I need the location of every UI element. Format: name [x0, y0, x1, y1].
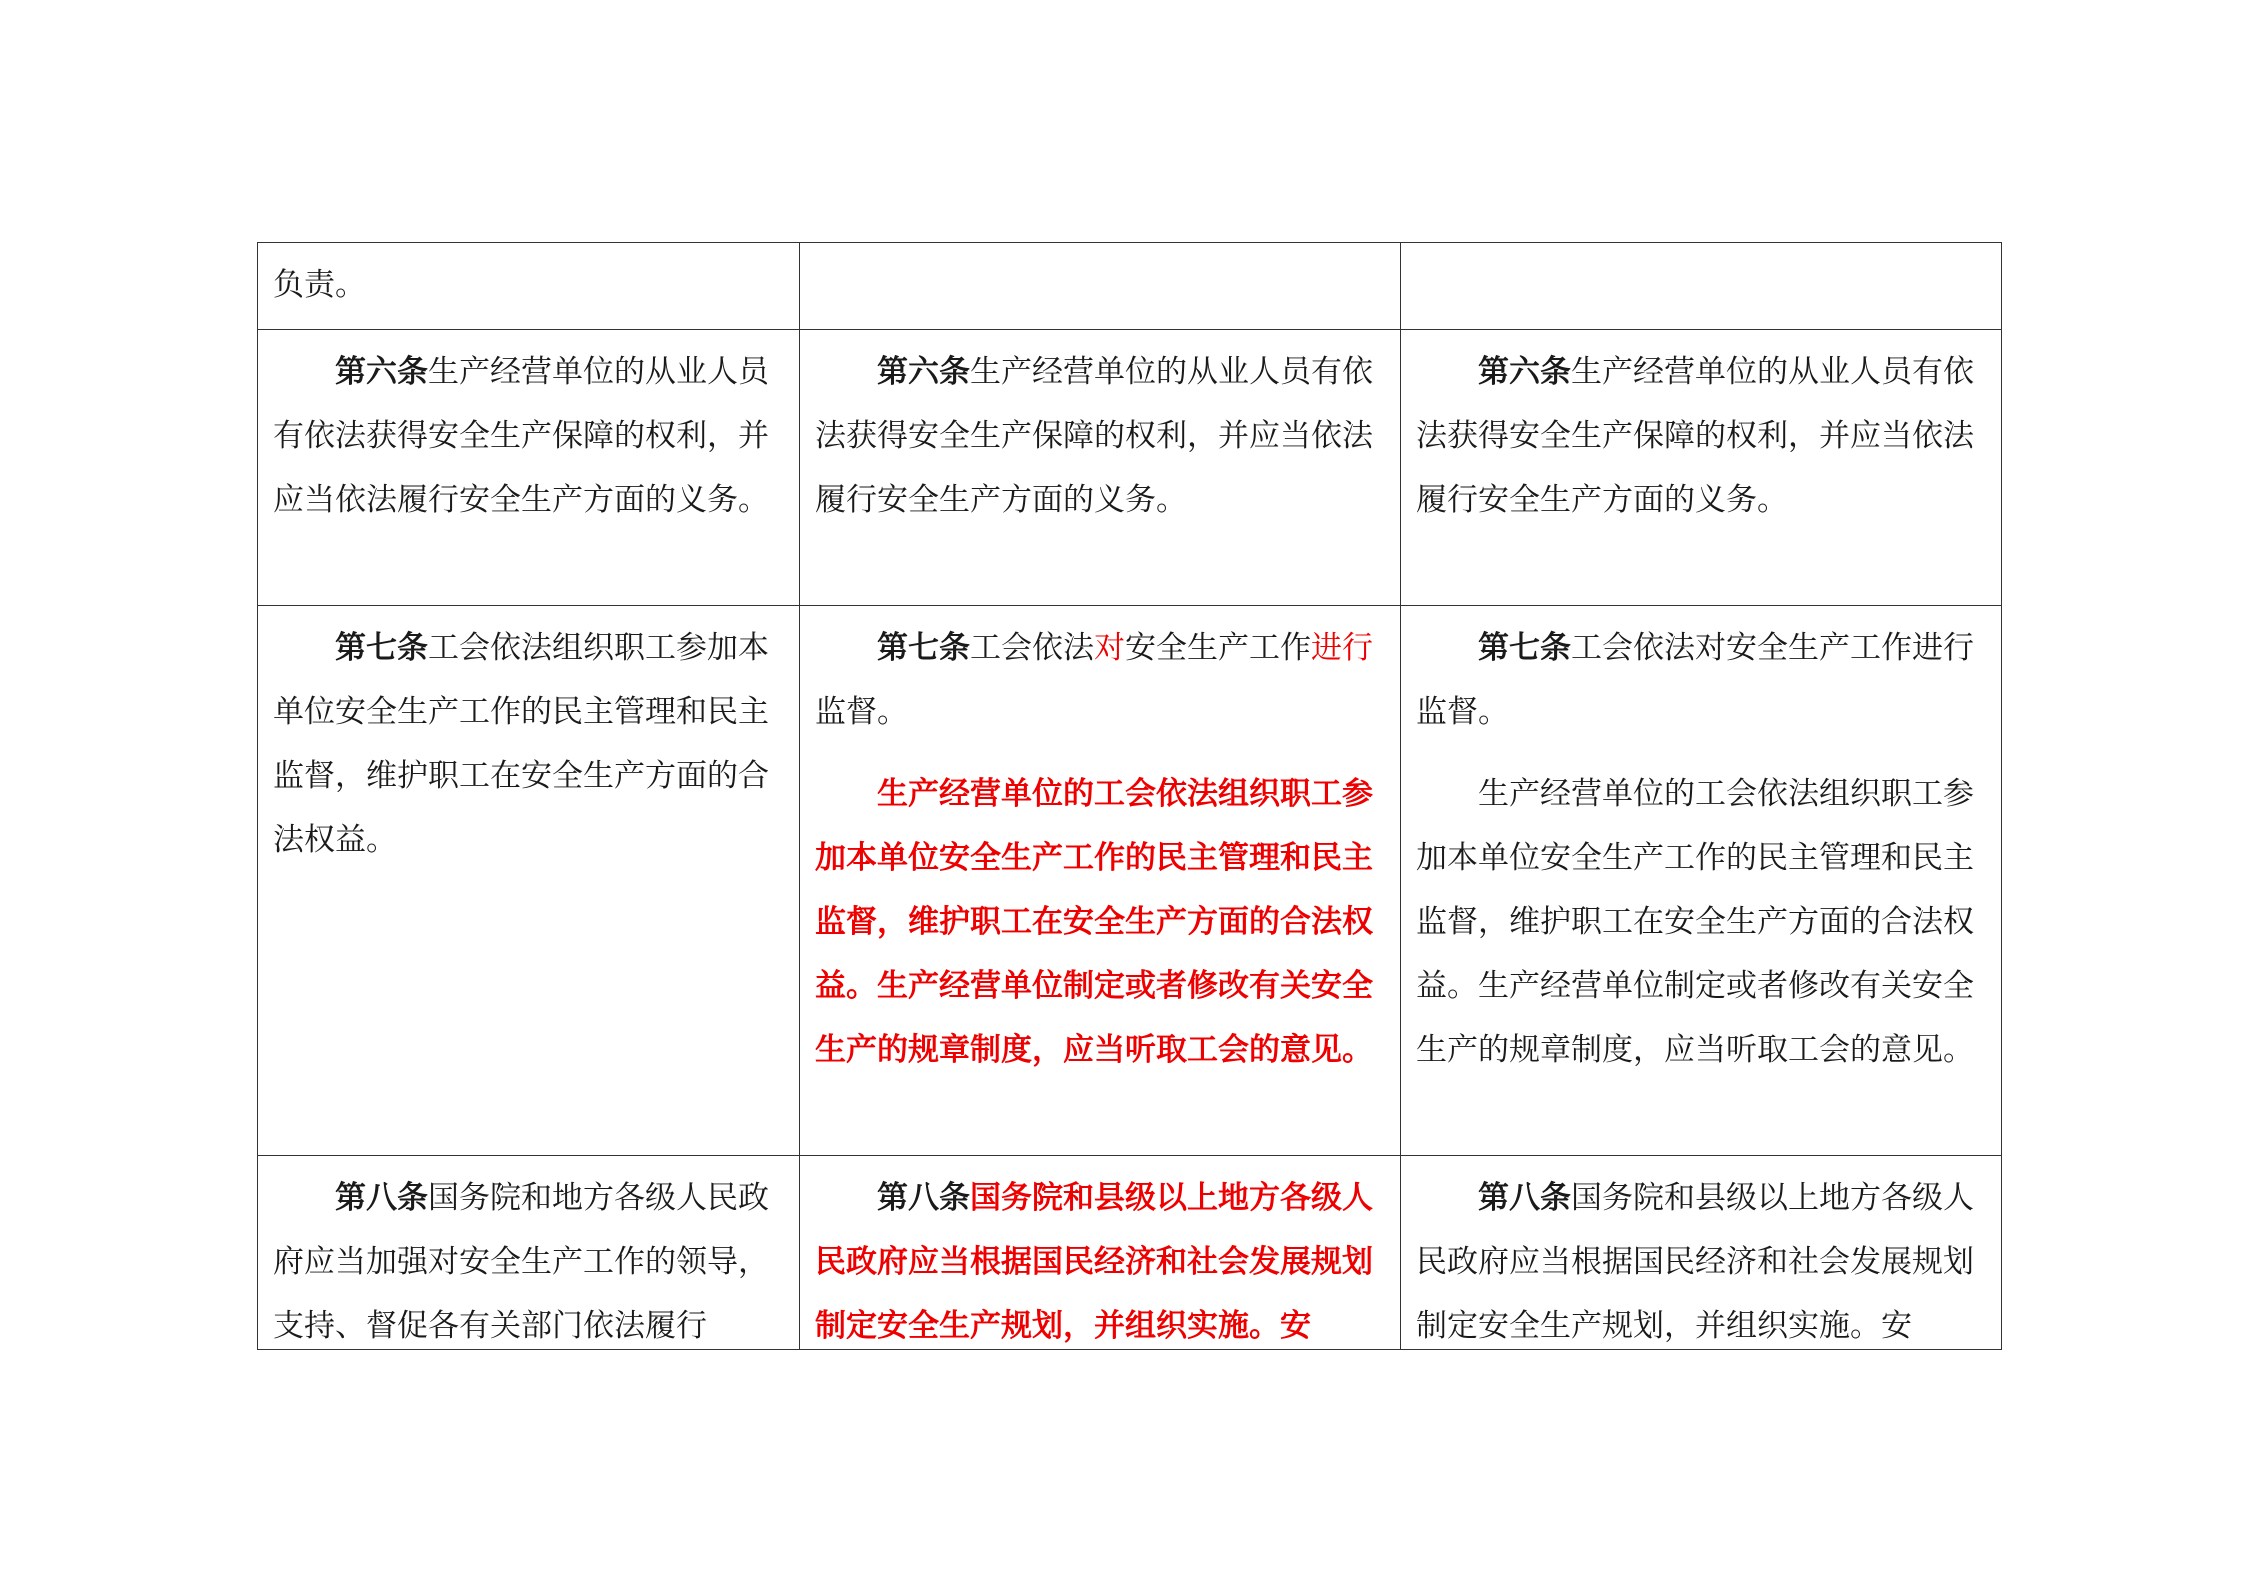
article-text: 生产经营单位的从业人员有依法获得安全生产保障的权利，并应当依法履行安全生产方面的义务。 — [1416, 354, 1974, 518]
table-cell-final — [1401, 1156, 2002, 1350]
article-text: 生产经营单位的从业人员有依法获得安全生产保障的权利，并应当依法履行安全生产方面的义务。 — [815, 354, 1373, 518]
table-cell-draft — [800, 1156, 1401, 1350]
changed-text: 对 — [1094, 630, 1125, 666]
article-text: 工会依法对安全生产工作进行监督。 — [1416, 630, 1974, 730]
article-paragraph — [273, 340, 784, 532]
cell-text: 负责。 — [273, 267, 366, 303]
table-cell-old — [258, 330, 800, 606]
article-number: 第六条 — [335, 354, 428, 390]
changed-text: 进行 — [1311, 630, 1373, 666]
article-paragraph-2: 生产经营单位的工会依法组织职工参加本单位安全生产工作的民主管理和民主监督，维护职工在安全生产方面的合法权益。生产经营单位制定或者修改有关安全生产的规章制度，应当听取工会的意见。 — [1416, 776, 1974, 1068]
article-number: 第八条 — [877, 1180, 970, 1216]
article-number: 第八条 — [335, 1180, 428, 1216]
article-paragraph — [273, 1166, 784, 1348]
table-cell-final — [1401, 330, 2002, 606]
table-cell-final — [1401, 606, 2002, 1156]
article-number: 第七条 — [335, 630, 428, 666]
article-paragraph — [273, 616, 784, 872]
changed-text: 国务院和县级以上地方各级人民政府应当根据国民经济和社会发展规划制定安全生产规划，并组织实施。安 — [815, 1180, 1373, 1344]
table-row — [258, 243, 2002, 330]
comparison-table — [257, 242, 2002, 1350]
article-text: 国务院和县级以上地方各级人民政府应当根据国民经济和社会发展规划制定安全生产规划，并组织实施。安 — [1416, 1180, 1974, 1344]
article-paragraph — [1416, 616, 1986, 744]
article-number: 第六条 — [877, 354, 970, 390]
article-text: 生产经营单位的从业人员有依法获得安全生产保障的权利，并应当依法履行安全生产方面的义务。 — [273, 354, 769, 518]
table-row — [258, 606, 2002, 1156]
article-number: 第七条 — [1478, 630, 1571, 666]
article-text: 国务院和地方各级人民政府应当加强对安全生产工作的领导，支持、督促各有关部门依法履行 — [273, 1180, 769, 1344]
article-number: 第七条 — [877, 630, 970, 666]
article-number: 第八条 — [1478, 1180, 1571, 1216]
table-cell-draft — [800, 243, 1401, 330]
article-text: 安全生产工作 — [1125, 630, 1311, 666]
table-cell-old — [258, 606, 800, 1156]
added-paragraph: 生产经营单位的工会依法组织职工参加本单位安全生产工作的民主管理和民主监督，维护职工在安全生产方面的合法权益。生产经营单位制定或者修改有关安全生产的规章制度，应当听取工会的意见。 — [815, 776, 1373, 1068]
article-text: 工会依法 — [970, 630, 1094, 666]
article-paragraph — [815, 340, 1385, 532]
table-row — [258, 330, 2002, 606]
article-paragraph — [815, 1166, 1385, 1348]
table-cell-final — [1401, 243, 2002, 330]
table-cell-draft — [800, 330, 1401, 606]
article-text: 监督。 — [815, 694, 908, 730]
article-paragraph — [815, 616, 1385, 744]
table-cell-draft — [800, 606, 1401, 1156]
article-paragraph — [1416, 340, 1986, 532]
article-text: 工会依法组织职工参加本单位安全生产工作的民主管理和民主监督，维护职工在安全生产方面的合法权益。 — [273, 630, 769, 858]
article-number: 第六条 — [1478, 354, 1571, 390]
table-cell-old — [258, 243, 800, 330]
table-row — [258, 1156, 2002, 1350]
article-paragraph — [1416, 1166, 1986, 1348]
table-cell-old — [258, 1156, 800, 1350]
